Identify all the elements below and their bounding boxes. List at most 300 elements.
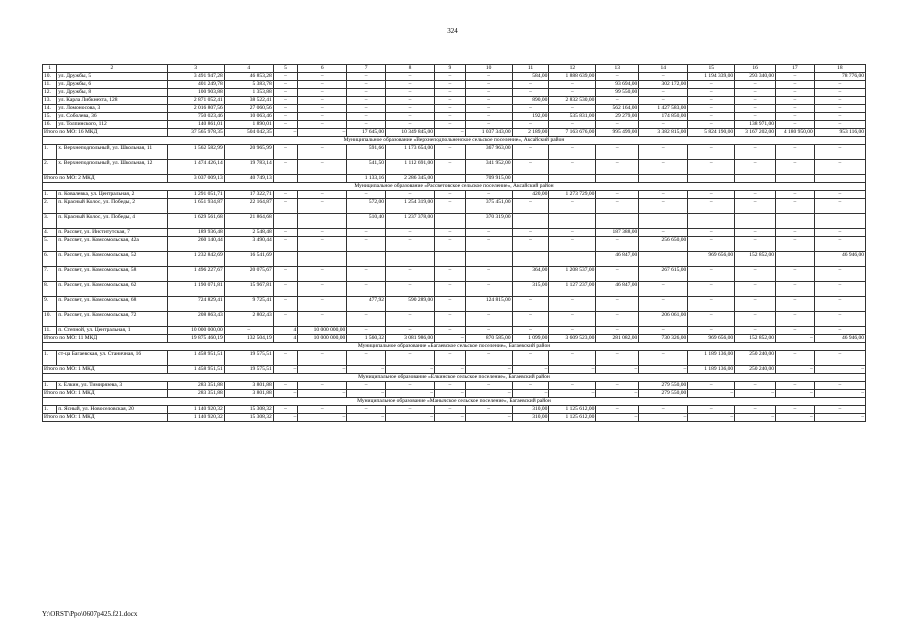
value-cell: – <box>435 81 466 89</box>
value-cell: – <box>735 312 776 327</box>
total-label: Итого по МО: 11 МКД <box>43 335 168 343</box>
total-cell: 10 349 845,00 <box>386 129 435 137</box>
column-number: 13 <box>596 65 639 73</box>
value-cell: – <box>596 145 639 160</box>
value-cell: – <box>347 89 386 97</box>
value-cell: 2 548,48 <box>224 229 273 237</box>
table-row <box>43 237 866 252</box>
value-cell: – <box>386 282 435 297</box>
value-cell: 192,00 <box>512 113 549 121</box>
value-cell: – <box>776 160 815 175</box>
total-row <box>43 175 866 183</box>
value-cell: 1 112 691,00 <box>386 160 435 175</box>
value-cell: – <box>512 199 549 214</box>
value-cell: – <box>386 229 435 237</box>
value-cell: – <box>465 229 512 237</box>
total-cell <box>776 175 815 183</box>
value-cell: 1 127 237,00 <box>549 282 596 297</box>
value-cell: – <box>298 312 347 327</box>
value-cell <box>273 252 298 267</box>
row-number: 1. <box>43 382 57 390</box>
value-cell: – <box>814 229 865 237</box>
value-cell: – <box>814 406 865 414</box>
total-cell: – <box>347 390 386 398</box>
value-cell: – <box>776 229 815 237</box>
value-cell: – <box>735 145 776 160</box>
column-number: 6 <box>298 65 347 73</box>
address-cell: п. Рассвет, ул. Комсомольская, 72 <box>57 312 167 327</box>
value-cell: – <box>814 113 865 121</box>
value-cell: 2 016 807,56 <box>167 105 224 113</box>
total-cell: – <box>298 414 347 422</box>
value-cell: 401 249,78 <box>167 81 224 89</box>
table-row <box>43 282 866 297</box>
value-cell: – <box>549 229 596 237</box>
total-cell <box>596 175 639 183</box>
total-cell: 37 565 978,35 <box>167 129 224 137</box>
value-cell: – <box>386 81 435 89</box>
value-cell: – <box>347 327 386 335</box>
value-cell: 1 273 729,00 <box>549 191 596 199</box>
total-cell: 17 645,00 <box>347 129 386 137</box>
value-cell: – <box>465 81 512 89</box>
row-number: 2. <box>43 199 57 214</box>
row-number: 10. <box>43 73 57 81</box>
total-label: Итого по МО: 1 МКД <box>43 390 168 398</box>
column-number: 3 <box>167 65 224 73</box>
total-cell: 283 351,88 <box>167 390 224 398</box>
section-header-row <box>43 183 866 191</box>
total-cell: – <box>776 335 815 343</box>
value-cell: – <box>435 327 466 335</box>
column-number-row <box>43 65 866 73</box>
table-row <box>43 89 866 97</box>
value-cell: – <box>386 327 435 335</box>
total-cell: 19 575,51 <box>224 366 273 374</box>
value-cell: – <box>273 113 298 121</box>
value-cell: – <box>688 145 735 160</box>
value-cell <box>435 252 466 267</box>
value-cell: – <box>735 237 776 252</box>
value-cell: – <box>435 237 466 252</box>
value-cell: – <box>386 121 435 129</box>
value-cell: – <box>596 297 639 312</box>
value-cell <box>435 214 466 229</box>
value-cell: 315,00 <box>512 282 549 297</box>
total-cell: 132 504,19 <box>224 335 273 343</box>
row-number: 12. <box>43 89 57 97</box>
value-cell <box>298 252 347 267</box>
value-cell: 100 903,88 <box>167 89 224 97</box>
table-row <box>43 97 866 105</box>
value-cell: – <box>549 351 596 366</box>
value-cell <box>688 214 735 229</box>
value-cell: – <box>814 160 865 175</box>
value-cell: – <box>298 97 347 105</box>
value-cell: – <box>688 121 735 129</box>
total-cell: 870 585,00 <box>465 335 512 343</box>
total-cell: 2 286 345,00 <box>386 175 435 183</box>
total-cell: 969 656,00 <box>688 335 735 343</box>
value-cell <box>639 214 688 229</box>
value-cell: 20 075,67 <box>224 267 273 282</box>
value-cell: – <box>814 297 865 312</box>
value-cell: – <box>347 97 386 105</box>
table-row <box>43 191 866 199</box>
value-cell: 1 208 537,00 <box>549 267 596 282</box>
value-cell: – <box>273 105 298 113</box>
value-cell: – <box>512 327 549 335</box>
total-cell: 5 824 190,00 <box>688 129 735 137</box>
table-row <box>43 105 866 113</box>
address-cell: х. Верхнеподпольный, ул. Школьная, 12 <box>57 160 167 175</box>
value-cell: – <box>639 351 688 366</box>
value-cell: – <box>273 406 298 414</box>
row-number: 15. <box>43 113 57 121</box>
value-cell: – <box>688 229 735 237</box>
value-cell: – <box>435 382 466 390</box>
value-cell: – <box>549 145 596 160</box>
value-cell: – <box>347 351 386 366</box>
total-cell: 1 560,32 <box>347 335 386 343</box>
value-cell: 99 550,00 <box>596 89 639 97</box>
total-cell: – <box>596 366 639 374</box>
value-cell: – <box>688 312 735 327</box>
total-cell: – <box>688 390 735 398</box>
value-cell: 2 832 530,00 <box>549 97 596 105</box>
total-cell: – <box>465 414 512 422</box>
value-cell <box>776 214 815 229</box>
total-label: Итого по МО: 1 МКД <box>43 414 168 422</box>
value-cell: – <box>298 105 347 113</box>
value-cell: 310,00 <box>512 406 549 414</box>
total-cell: – <box>386 414 435 422</box>
value-cell: – <box>435 105 466 113</box>
table-row <box>43 73 866 81</box>
value-cell: 21 864,68 <box>224 214 273 229</box>
total-cell <box>814 175 865 183</box>
total-cell: – <box>273 390 298 398</box>
total-cell: 152 852,00 <box>735 335 776 343</box>
value-cell: 19 575,51 <box>224 351 273 366</box>
value-cell: 1 890,01 <box>224 121 273 129</box>
value-cell: – <box>512 105 549 113</box>
value-cell: – <box>435 199 466 214</box>
address-cell: п. Степной, ул. Центральная, 1 <box>57 327 167 335</box>
column-number: 11 <box>512 65 549 73</box>
column-number: 2 <box>57 65 167 73</box>
total-cell: 310,00 <box>512 414 549 422</box>
value-cell: 3 490,44 <box>224 237 273 252</box>
row-number: 2. <box>43 160 57 175</box>
total-cell: 3 382 815,00 <box>639 129 688 137</box>
value-cell: 1 458 951,51 <box>167 351 224 366</box>
table-row <box>43 199 866 214</box>
address-cell: ул. Дружбы, 6 <box>57 81 167 89</box>
section-title: Муниципальное образование «Манычское сельское поселение», Багаевский район <box>43 398 866 406</box>
value-cell: – <box>688 89 735 97</box>
total-cell: – <box>465 390 512 398</box>
value-cell: 1 237 378,00 <box>386 214 435 229</box>
value-cell: – <box>273 81 298 89</box>
value-cell: 124 815,00 <box>465 297 512 312</box>
value-cell: 138 971,00 <box>735 121 776 129</box>
value-cell: – <box>735 267 776 282</box>
value-cell: – <box>596 160 639 175</box>
value-cell: – <box>549 105 596 113</box>
value-cell: 46 853,28 <box>224 73 273 81</box>
total-cell: 3 081 986,00 <box>386 335 435 343</box>
value-cell: – <box>435 406 466 414</box>
value-cell: 420,00 <box>512 191 549 199</box>
total-cell: – <box>273 414 298 422</box>
address-cell: ст-ца Багаевская, ул. Станичная, 16 <box>57 351 167 366</box>
value-cell: – <box>776 351 815 366</box>
value-cell: 293 340,00 <box>735 73 776 81</box>
value-cell: – <box>512 382 549 390</box>
value-cell: 20 965,99 <box>224 145 273 160</box>
value-cell: – <box>549 160 596 175</box>
value-cell: – <box>639 73 688 81</box>
total-cell: 46 946,00 <box>814 335 865 343</box>
value-cell: 5 383,78 <box>224 81 273 89</box>
table-row <box>43 312 866 327</box>
total-cell: – <box>814 390 865 398</box>
value-cell: – <box>596 312 639 327</box>
value-cell: 187 388,00 <box>596 229 639 237</box>
row-number: 5. <box>43 237 57 252</box>
value-cell: – <box>639 160 688 175</box>
row-number: 1. <box>43 191 57 199</box>
value-cell: – <box>298 382 347 390</box>
value-cell: – <box>273 73 298 81</box>
value-cell: – <box>298 237 347 252</box>
value-cell: – <box>814 267 865 282</box>
table-row <box>43 145 866 160</box>
value-cell: – <box>512 145 549 160</box>
total-cell: – <box>639 414 688 422</box>
total-cell: – <box>435 335 466 343</box>
address-cell: п. Рассвет, ул. Комсомольская, 42а <box>57 237 167 252</box>
total-cell: – <box>776 414 815 422</box>
value-cell: – <box>735 297 776 312</box>
value-cell: – <box>386 97 435 105</box>
value-cell: 27 060,56 <box>224 105 273 113</box>
row-number: 3. <box>43 214 57 229</box>
value-cell: – <box>776 113 815 121</box>
total-cell: 3 037 009,13 <box>167 175 224 183</box>
value-cell: – <box>776 312 815 327</box>
row-number: 9. <box>43 297 57 312</box>
value-cell: 4 <box>273 327 298 335</box>
value-cell: – <box>273 121 298 129</box>
value-cell: – <box>735 199 776 214</box>
section-title: Муниципальное образование «Рассветовское сельское поселение», Аксайский район <box>43 183 866 191</box>
value-cell: – <box>596 382 639 390</box>
value-cell: 590 289,00 <box>386 297 435 312</box>
value-cell <box>549 252 596 267</box>
value-cell: – <box>814 327 865 335</box>
value-cell <box>776 252 815 267</box>
value-cell: – <box>639 121 688 129</box>
total-row <box>43 390 866 398</box>
total-cell: – <box>386 390 435 398</box>
value-cell: – <box>596 97 639 105</box>
value-cell: – <box>596 406 639 414</box>
value-cell: – <box>347 105 386 113</box>
table-row <box>43 160 866 175</box>
value-cell: – <box>688 406 735 414</box>
value-cell <box>347 252 386 267</box>
address-cell: ул. Дружбы, 5 <box>57 73 167 81</box>
value-cell: – <box>512 351 549 366</box>
value-cell: 250 240,00 <box>735 351 776 366</box>
value-cell: – <box>776 97 815 105</box>
total-cell: – <box>435 390 466 398</box>
value-cell: – <box>639 406 688 414</box>
address-cell: п. Рассвет, ул. Комсомольская, 52 <box>57 252 167 267</box>
value-cell: – <box>688 237 735 252</box>
value-cell: – <box>639 199 688 214</box>
value-cell: – <box>273 199 298 214</box>
total-cell <box>735 175 776 183</box>
total-row <box>43 129 866 137</box>
value-cell: 562 164,00 <box>596 105 639 113</box>
value-cell: – <box>814 199 865 214</box>
total-cell: – <box>273 129 298 137</box>
value-cell: – <box>549 89 596 97</box>
value-cell: – <box>639 327 688 335</box>
total-cell: – <box>298 129 347 137</box>
value-cell: 279 550,00 <box>639 382 688 390</box>
value-cell: – <box>512 81 549 89</box>
value-cell: – <box>465 105 512 113</box>
value-cell: – <box>735 406 776 414</box>
value-cell: 260 140,44 <box>167 237 224 252</box>
total-cell: 19 875 460,19 <box>167 335 224 343</box>
value-cell: – <box>435 113 466 121</box>
value-cell: – <box>347 406 386 414</box>
value-cell: – <box>298 81 347 89</box>
value-cell: 78 776,00 <box>814 73 865 81</box>
total-cell: 250 240,00 <box>735 366 776 374</box>
value-cell: – <box>273 97 298 105</box>
value-cell: 38 522,41 <box>224 97 273 105</box>
address-cell: ул. Соболева, 36 <box>57 113 167 121</box>
total-cell: – <box>273 366 298 374</box>
value-cell: – <box>814 237 865 252</box>
value-cell: – <box>512 121 549 129</box>
value-cell <box>512 214 549 229</box>
value-cell: – <box>776 199 815 214</box>
value-cell: 1 888 639,00 <box>549 73 596 81</box>
value-cell: 1 291 051,71 <box>167 191 224 199</box>
value-cell: 267 615,00 <box>639 267 688 282</box>
value-cell: 140 861,01 <box>167 121 224 129</box>
table-row <box>43 406 866 414</box>
total-cell <box>688 175 735 183</box>
value-cell: – <box>435 121 466 129</box>
value-cell: – <box>776 382 815 390</box>
value-cell: – <box>512 237 549 252</box>
value-cell: – <box>688 327 735 335</box>
footer-path: Y:\ORST\Ppo\0607p425.f21.docx <box>42 610 138 618</box>
value-cell: – <box>814 191 865 199</box>
value-cell: – <box>688 199 735 214</box>
table-row <box>43 229 866 237</box>
value-cell: – <box>688 160 735 175</box>
value-cell: 256 650,00 <box>639 237 688 252</box>
value-cell: – <box>776 81 815 89</box>
total-cell: 1 037 343,00 <box>465 129 512 137</box>
total-cell: – <box>596 414 639 422</box>
total-cell: 3 609 523,00 <box>549 335 596 343</box>
column-number: 17 <box>776 65 815 73</box>
value-cell: – <box>814 145 865 160</box>
total-cell: 3 801,88 <box>224 390 273 398</box>
value-cell: 10 000 000,00 <box>167 327 224 335</box>
value-cell: – <box>549 81 596 89</box>
value-cell: – <box>386 267 435 282</box>
value-cell: 1 125 612,00 <box>549 406 596 414</box>
section-header-row <box>43 137 866 145</box>
value-cell: – <box>776 406 815 414</box>
value-cell: 9 725,41 <box>224 297 273 312</box>
value-cell: – <box>639 229 688 237</box>
value-cell: – <box>596 351 639 366</box>
value-cell: – <box>386 191 435 199</box>
total-cell: – <box>735 390 776 398</box>
value-cell: – <box>273 89 298 97</box>
value-cell: – <box>465 97 512 105</box>
value-cell: 3 801,88 <box>224 382 273 390</box>
value-cell: – <box>465 89 512 97</box>
total-cell: 10 000 000,00 <box>298 335 347 343</box>
column-number: 8 <box>386 65 435 73</box>
value-cell: – <box>273 145 298 160</box>
total-label: Итого по МО: 2 МКД <box>43 175 168 183</box>
total-cell: – <box>814 414 865 422</box>
value-cell: – <box>512 160 549 175</box>
address-cell: п. Красный Колос, ул. Победы, 4 <box>57 214 167 229</box>
value-cell <box>465 252 512 267</box>
total-cell: 1 140 920,32 <box>167 414 224 422</box>
value-cell: – <box>776 73 815 81</box>
value-cell: – <box>549 297 596 312</box>
total-cell <box>512 175 549 183</box>
value-cell: – <box>273 282 298 297</box>
value-cell: 1 474 426,14 <box>167 160 224 175</box>
total-cell: 1 133,16 <box>347 175 386 183</box>
value-cell: – <box>435 97 466 105</box>
value-cell <box>814 214 865 229</box>
value-cell: 724 829,41 <box>167 297 224 312</box>
total-label: Итого по МО: 16 МКД <box>43 129 168 137</box>
value-cell: 152 852,00 <box>735 252 776 267</box>
value-cell: – <box>549 199 596 214</box>
value-cell: 1 189 136,00 <box>688 351 735 366</box>
value-cell: – <box>596 121 639 129</box>
value-cell: – <box>596 199 639 214</box>
value-cell: – <box>435 297 466 312</box>
value-cell: – <box>298 199 347 214</box>
total-cell <box>298 175 347 183</box>
value-cell: 1 254 319,00 <box>386 199 435 214</box>
table-row <box>43 121 866 129</box>
value-cell: 341 952,00 <box>465 160 512 175</box>
value-cell: 10 063,46 <box>224 113 273 121</box>
value-cell: – <box>347 282 386 297</box>
